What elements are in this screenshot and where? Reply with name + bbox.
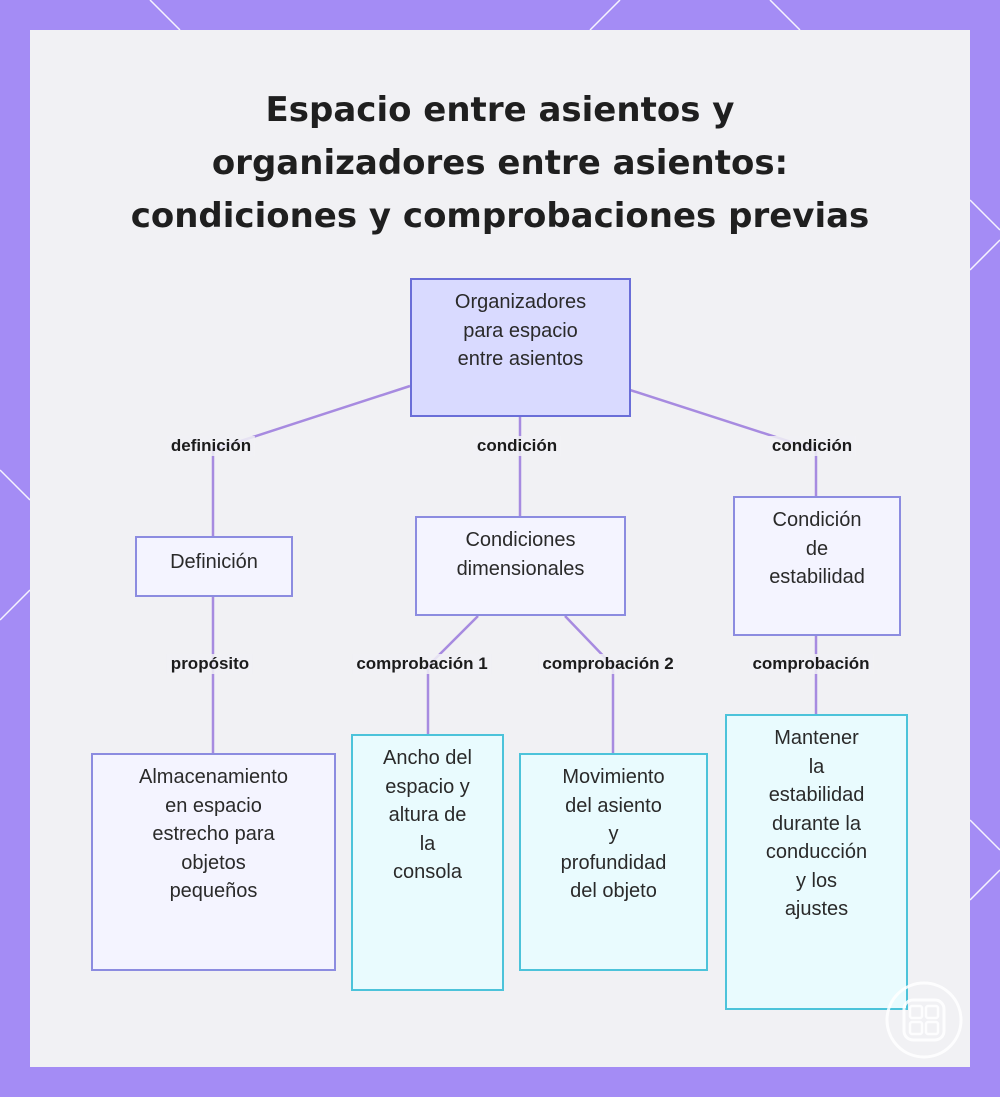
app-grid-icon: [884, 980, 964, 1060]
diagram-title: Espacio entre asientos y organizadores entre asientos: condiciones y comprobaciones previas: [130, 90, 870, 236]
edge-label-condicion-1: condición: [473, 436, 561, 456]
node-condiciones-dimensionales: Condiciones dimensionales: [415, 516, 626, 616]
edge-label-comprobacion-1: comprobación 1: [352, 654, 491, 674]
edge-label-condicion-2: condición: [768, 436, 856, 456]
node-condicion-estabilidad: Condición de estabilidad: [733, 496, 901, 636]
edge-root-definicion: [213, 386, 410, 536]
node-almacenamiento: Almacenamiento en espacio estrecho para objetos pequeños: [91, 753, 336, 971]
edge-label-definicion: definición: [167, 436, 255, 456]
node-movimiento-asiento: Movimiento del asiento y profundidad del objeto: [519, 753, 708, 971]
edge-dimensionales-movimiento: [565, 616, 613, 753]
node-mantener-estabilidad: Mantener la estabilidad durante la conducción y los ajustes: [725, 714, 908, 1010]
node-organizadores: Organizadores para espacio entre asientos: [410, 278, 631, 417]
node-ancho-espacio: Ancho del espacio y altura de la consola: [351, 734, 504, 991]
edge-label-comprobacion: comprobación: [748, 654, 873, 674]
edge-label-comprobacion-2: comprobación 2: [538, 654, 677, 674]
edge-label-proposito: propósito: [167, 654, 253, 674]
edge-dimensionales-ancho: [428, 616, 478, 734]
node-definicion: Definición: [135, 536, 293, 597]
